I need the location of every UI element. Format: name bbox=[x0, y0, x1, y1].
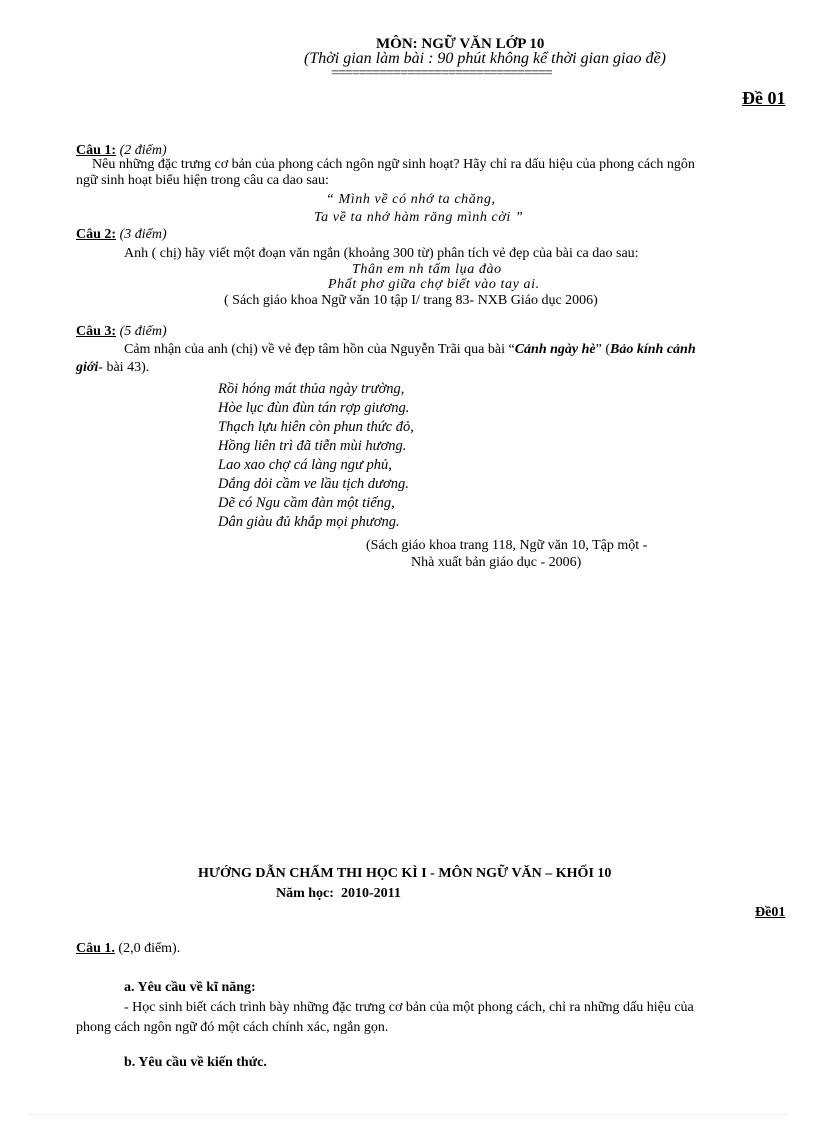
poem-line: Rồi hóng mát thủa ngày trường, bbox=[218, 381, 405, 397]
subject-title: MÔN: NGỮ VĂN LỚP 10 bbox=[376, 36, 545, 52]
question-3-text-part: - bài 43). bbox=[98, 360, 150, 375]
skills-requirement-heading: a. Yêu cầu về kĩ năng: bbox=[124, 980, 256, 995]
question-3-points: (5 điểm) bbox=[116, 324, 167, 339]
question-1-quote-line2: Ta về ta nhớ hàm răng mình cời ” bbox=[314, 210, 524, 225]
poem-title: Cảnh ngày hè bbox=[514, 342, 596, 357]
poem-line: Dân giàu đủ khắp mọi phương. bbox=[218, 514, 400, 530]
guide-title: HƯỚNG DẪN CHẤM THI HỌC KÌ I - MÔN NGỮ VĂN – KHỐI 10 bbox=[198, 866, 612, 881]
question-3-text-part: ” ( bbox=[595, 342, 611, 357]
school-year bbox=[276, 886, 401, 902]
poem-line: Hòe lục đùn đùn tán rợp giương. bbox=[218, 400, 410, 416]
poem-line: Dẽ có Ngu cầm đàn một tiếng, bbox=[218, 495, 395, 511]
skills-requirement-line2: phong cách ngôn ngữ đó một cách chính xác, ngắn gọn. bbox=[76, 1020, 389, 1035]
knowledge-requirement-heading: b. Yêu cầu về kiến thức. bbox=[124, 1055, 267, 1070]
question-3-text-line1 bbox=[124, 342, 696, 358]
book-title-cont: giới bbox=[76, 360, 99, 375]
skills-requirement-line1: - Học sinh biết cách trình bày những đặc trưng cơ bản của một phong cách, chỉ ra những dấu hiệu của bbox=[124, 1000, 694, 1015]
question-1-quote-line1: “ Mình về có nhớ ta chăng, bbox=[326, 192, 496, 207]
separator-line: ================================ bbox=[331, 66, 552, 81]
question-2-heading bbox=[76, 227, 167, 243]
question-2-text: Anh ( chị) hãy viết một đoạn văn ngắn (khoảng 300 từ) phân tích vẻ đẹp của bài ca dao sau: bbox=[124, 246, 639, 261]
exam-code-label: Đề 01 bbox=[742, 88, 786, 108]
poem-source-line2: Nhà xuất bản giáo dục - 2006) bbox=[411, 555, 582, 570]
question-3-text-part: Cảm nhận của anh (chị) về vẻ đẹp tâm hồn của Nguyễn Trãi qua bài “ bbox=[124, 342, 515, 357]
poem-line: Lao xao chợ cá làng ngư phủ, bbox=[218, 457, 392, 473]
answer-1-heading bbox=[76, 941, 180, 957]
poem-line: Hồng liên trì đã tiễn mùi hương. bbox=[218, 438, 407, 454]
question-2-label: Câu 2: bbox=[76, 227, 117, 242]
time-note: (Thời gian làm bài : 90 phút không kể thời gian giao đề) bbox=[304, 50, 666, 67]
answer-1-label: Câu 1. bbox=[76, 941, 115, 956]
question-3-heading bbox=[76, 324, 167, 340]
question-2-points: (3 điểm) bbox=[116, 227, 167, 242]
page-bottom-rule bbox=[28, 1114, 788, 1115]
school-year-label: Năm học: bbox=[276, 886, 334, 901]
answer-1-points: (2,0 điểm). bbox=[114, 941, 181, 956]
question-1-text-line1: Nêu những đặc trưng cơ bản của phong cách ngôn ngữ sinh hoạt? Hãy chỉ ra dấu hiệu của phong cách ngôn bbox=[92, 157, 695, 172]
book-title: Bảo kính cảnh bbox=[610, 342, 696, 357]
question-2-verse-line2: Phất phơ giữa chợ biết vào tay ai. bbox=[328, 277, 540, 292]
question-2-source: ( Sách giáo khoa Ngữ văn 10 tập I/ trang 83- NXB Giáo dục 2006) bbox=[224, 293, 598, 308]
poem-line: Thạch lựu hiên còn phun thức đỏ, bbox=[218, 419, 414, 435]
question-1-label: Câu 1: bbox=[76, 143, 117, 158]
guide-exam-code: Đề01 bbox=[755, 905, 786, 920]
question-2-verse-line1: Thân em nh tấm lụa đào bbox=[352, 262, 502, 277]
poem-source-line1: (Sách giáo khoa trang 118, Ngữ văn 10, Tập một - bbox=[366, 538, 648, 553]
question-1-points: (2 điểm) bbox=[116, 143, 167, 158]
poem-line: Dắng dỏi cầm ve lầu tịch dương. bbox=[218, 476, 409, 492]
question-1-text-line2: ngữ sinh hoạt biểu hiện trong câu ca dao sau: bbox=[76, 173, 329, 188]
question-3-label: Câu 3: bbox=[76, 324, 117, 339]
question-3-text-line2 bbox=[76, 360, 149, 376]
school-year-value: 2010-2011 bbox=[340, 886, 401, 901]
